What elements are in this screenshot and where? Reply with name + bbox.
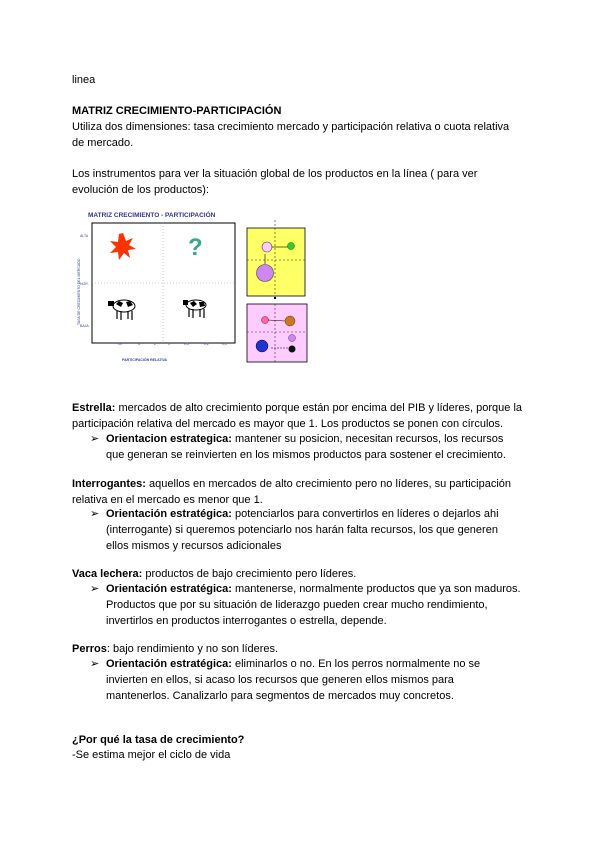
product-circle bbox=[289, 335, 296, 342]
question-heading: ¿Por qué la tasa de crecimiento? bbox=[72, 734, 245, 746]
product-circle bbox=[289, 346, 296, 353]
interrogantes-bullet-text-1: potenciarlos para convertirlos en líderes o dejarlos ahi bbox=[231, 508, 499, 520]
evolution-panels-svg bbox=[245, 220, 309, 370]
vaca-bullet-term: Orientación estratégica: bbox=[106, 583, 232, 595]
interrogantes-bullet-line-2: (interrogante) si queremos potenciarlo nos harán falta recursos, los que generen bbox=[106, 524, 498, 536]
bcg-matrix-svg bbox=[72, 205, 252, 370]
vaca-bullet-line-3: invertirlos en productos interrogantes o estrella, depende. bbox=[106, 615, 387, 627]
interrogantes-bullet-line-3: ellos mismos y recursos adicionales bbox=[106, 540, 282, 552]
vaca-bullet-line-2: Productos que por su situación de liderazgo pueden crear mucho rendimiento, bbox=[106, 599, 488, 611]
product-circle bbox=[256, 340, 268, 352]
vaca-bullet-text-1: mantenerse, normalmente productos que ya son maduros. bbox=[231, 583, 521, 595]
estrella-bullet-term: Orientacion estrategica: bbox=[106, 433, 232, 445]
section-heading: MATRIZ CRECIMIENTO-PARTICIPACIÓN bbox=[72, 105, 282, 117]
evolution-panels bbox=[245, 220, 309, 370]
estrella-bullet bbox=[90, 431, 530, 463]
interrogantes-bullet bbox=[90, 506, 530, 554]
perros-bullet-line-3: mantenerlos. Canalizarlo para segmentos de mercados muy concretos. bbox=[106, 690, 454, 702]
estrella-line-1 bbox=[72, 400, 532, 416]
perros-term: Perros bbox=[72, 643, 107, 655]
bcg-matrix-figure bbox=[72, 205, 252, 370]
interrogantes-bullet-term: Orientación estratégica: bbox=[106, 508, 232, 520]
yellow-panel bbox=[247, 228, 305, 296]
instruments-line-2: evolución de los productos): bbox=[72, 184, 209, 196]
separator-dot bbox=[274, 297, 276, 299]
answer-text: -Se estima mejor el ciclo de vida bbox=[72, 749, 231, 761]
perros-bullet-term: Orientación estratégica: bbox=[106, 658, 232, 670]
vaca-term: Vaca lechera: bbox=[72, 568, 143, 580]
interrogantes-text-1: aquellos en mercados de alto crecimiento pero no líderes, su participación bbox=[145, 478, 512, 490]
estrella-bullet-line-2: que generan se reinvierten en los mismos productos para sostener el crecimiento. bbox=[106, 449, 506, 461]
y-axis-label: TASA DE CRECIMIENTO DEL MERCADO bbox=[77, 258, 81, 325]
y-tick-alta: ALTA bbox=[80, 234, 89, 238]
x-tick-4: 1 bbox=[168, 342, 170, 346]
perros-bullet-line-2: invierten en ellos, si acaso los recursos que generen ellos mismos para bbox=[106, 674, 454, 686]
question-mark-icon: ? bbox=[188, 234, 203, 261]
x-tick-2: 4 bbox=[138, 342, 140, 346]
interrogantes-bullet-line-1 bbox=[90, 506, 530, 522]
product-circle bbox=[262, 317, 269, 324]
x-axis-label: PARTICIPACIÓN RELATIVA bbox=[122, 358, 168, 362]
estrella-bullet-text-1: mantener su posicion, necesitan recursos, los recursos bbox=[231, 433, 504, 445]
perros-line-1 bbox=[72, 641, 532, 657]
x-tick-6: 0,2 bbox=[204, 342, 209, 346]
estrella-text-1: mercados de alto crecimiento porque están por encima del PIB y líderes, porque la bbox=[115, 402, 523, 414]
perros-bullet bbox=[90, 656, 530, 704]
pink-panel bbox=[247, 304, 307, 362]
x-tick-7: 0,1 bbox=[222, 342, 227, 346]
top-text: linea bbox=[72, 74, 96, 86]
y-tick-baja: BAJA bbox=[80, 324, 89, 328]
vaca-line-1 bbox=[72, 566, 532, 582]
instruments-line-1: Los instrumentos para ver la situación global de los productos en la línea ( para ver bbox=[72, 168, 478, 180]
figure-title: MATRIZ CRECIMIENTO - PARTICIPACIÓN bbox=[88, 212, 216, 219]
interrogantes-line-2: relativa en el mercado es menor que 1. bbox=[72, 494, 263, 506]
x-tick-1: 1x bbox=[118, 342, 122, 346]
vaca-bullet bbox=[90, 581, 530, 629]
x-tick-5: 0,5 bbox=[184, 342, 189, 346]
perros-bullet-line-1 bbox=[90, 656, 530, 672]
interrogantes-line-1 bbox=[72, 476, 532, 492]
bullet-arrow-icon: ➢ bbox=[90, 508, 100, 520]
vaca-bullet-line-1 bbox=[90, 581, 530, 597]
bullet-arrow-icon: ➢ bbox=[90, 583, 100, 595]
product-circle bbox=[257, 265, 274, 282]
y-tick-nor: NOR. bbox=[80, 282, 89, 286]
x-tick-3: 2 bbox=[154, 342, 156, 346]
perros-bullet-text-1: eliminarlos o no. En los perros normalmente no se bbox=[231, 658, 481, 670]
interrogantes-term: Interrogantes: bbox=[72, 478, 146, 490]
perros-text-1: : bajo rendimiento y no son líderes. bbox=[106, 643, 279, 655]
bullet-arrow-icon: ➢ bbox=[90, 658, 100, 670]
vaca-text-1: productos de bajo crecimiento pero líderes. bbox=[142, 568, 357, 580]
intro-line-2: de mercado. bbox=[72, 137, 134, 149]
product-circle bbox=[285, 316, 295, 326]
intro-line-1: Utiliza dos dimensiones: tasa crecimiento mercado y participación relativa o cuota relativa bbox=[72, 121, 510, 133]
estrella-line-2: participación relativa del mercado es mayor que 1. Los productos se ponen con círculos. bbox=[72, 418, 504, 430]
product-circle bbox=[262, 242, 272, 252]
product-circle bbox=[288, 243, 295, 250]
estrella-bullet-line-1 bbox=[90, 431, 530, 447]
bullet-arrow-icon: ➢ bbox=[90, 433, 100, 445]
estrella-term: Estrella: bbox=[72, 402, 116, 414]
